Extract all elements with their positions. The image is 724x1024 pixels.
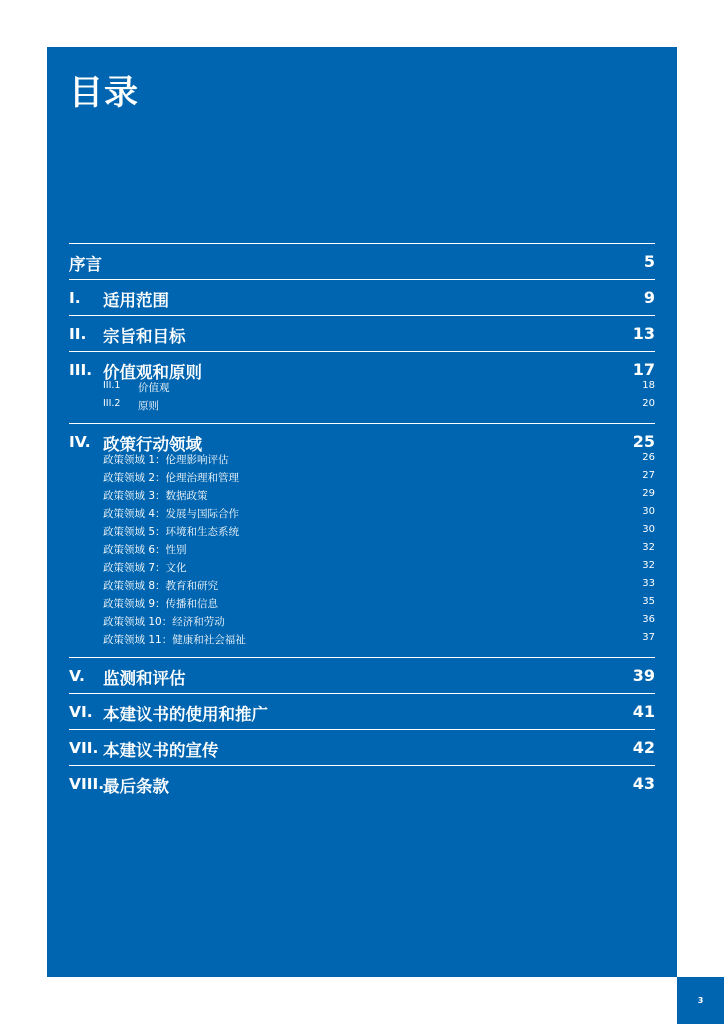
page-number: 3 [677, 977, 724, 1024]
toc-entry[interactable] [69, 729, 655, 765]
toc-subentry-label: 政策领域 11：健康和社会福祉 [103, 634, 246, 646]
toc-subentry[interactable] [69, 631, 655, 649]
toc-entry[interactable] [69, 693, 655, 729]
toc-subentry-page: 20 [642, 398, 655, 409]
toc-entry-label: 适用范围 [103, 291, 169, 310]
toc-subentry-label: 政策领域 8：教育和研究 [103, 580, 219, 592]
toc-entry[interactable] [69, 765, 655, 801]
toc-entry-number: VIII. [69, 775, 105, 793]
toc-subentry-label: 政策领域 10：经济和劳动 [103, 616, 225, 628]
toc-subentry-page: 18 [642, 380, 655, 391]
toc-subentry-page: 29 [642, 488, 655, 499]
toc-subentry[interactable] [69, 397, 655, 415]
toc-entry-page: 43 [632, 774, 655, 793]
toc-subentry[interactable] [69, 541, 655, 559]
table-of-contents [69, 243, 655, 801]
toc-subentry[interactable] [69, 487, 655, 505]
toc-entry[interactable] [69, 657, 655, 693]
toc-entry-label: 政策行动领域 [103, 435, 202, 454]
toc-panel [47, 47, 677, 977]
toc-subentry-page: 35 [642, 596, 655, 607]
toc-entry-page: 17 [632, 360, 655, 379]
toc-subentry-label: 原则 [138, 400, 159, 412]
toc-entry-label: 价值观和原则 [103, 363, 202, 382]
toc-entry-number: VI. [69, 703, 93, 721]
toc-subentry-page: 30 [642, 524, 655, 535]
toc-entry-label: 最后条款 [103, 777, 169, 796]
toc-subentry-label: 价值观 [138, 382, 170, 394]
toc-entry-page: 13 [632, 324, 655, 343]
toc-entry-number: I. [69, 289, 81, 307]
toc-entry-page: 5 [643, 252, 655, 271]
toc-subentry-page: 32 [642, 560, 655, 571]
toc-subentry-page: 32 [642, 542, 655, 553]
toc-entry-page: 9 [643, 288, 655, 307]
toc-subentry[interactable] [69, 451, 655, 469]
toc-subentry[interactable] [69, 379, 655, 397]
toc-subentry-label: 政策领域 5：环境和生态系统 [103, 526, 240, 538]
toc-entry-number: VII. [69, 739, 99, 757]
toc-subentry-page: 36 [642, 614, 655, 625]
toc-entry-number: II. [69, 325, 87, 343]
toc-entry-label: 宗旨和目标 [103, 327, 186, 346]
toc-subentry-label: 政策领域 4：发展与国际合作 [103, 508, 240, 520]
toc-subentry-label: 政策领域 9：传播和信息 [103, 598, 219, 610]
toc-entry-label: 本建议书的使用和推广 [103, 705, 268, 724]
toc-subentry-number: III.1 [103, 380, 121, 391]
toc-subentry-page: 33 [642, 578, 655, 589]
toc-subentry[interactable] [69, 559, 655, 577]
toc-subentry-label: 政策领域 6：性别 [103, 544, 187, 556]
toc-subentry-label: 政策领域 3：数据政策 [103, 490, 208, 502]
toc-entry-page: 39 [632, 666, 655, 685]
toc-entry[interactable] [69, 315, 655, 351]
toc-subentry[interactable] [69, 523, 655, 541]
toc-subentry-page: 30 [642, 506, 655, 517]
toc-entry-number: III. [69, 361, 93, 379]
toc-entry-page: 25 [632, 432, 655, 451]
toc-entry-page: 42 [632, 738, 655, 757]
toc-subentry-label: 政策领域 7：文化 [103, 562, 187, 574]
toc-subentry[interactable] [69, 613, 655, 631]
toc-subentry[interactable] [69, 469, 655, 487]
toc-entry[interactable] [69, 243, 655, 279]
toc-entry-page: 41 [632, 702, 655, 721]
toc-entry-label: 本建议书的宣传 [103, 741, 219, 760]
toc-entry-label: 序言 [69, 255, 102, 274]
page-title: 目录 [69, 73, 139, 113]
toc-subentry-page: 27 [642, 470, 655, 481]
toc-entry-label: 监测和评估 [103, 669, 186, 688]
toc-subentry-number: III.2 [103, 398, 121, 409]
toc-subentry[interactable] [69, 595, 655, 613]
toc-entry-number: IV. [69, 433, 91, 451]
toc-subentries [69, 379, 655, 423]
toc-subentry[interactable] [69, 577, 655, 595]
toc-entry-number: V. [69, 667, 85, 685]
toc-subentry-label: 政策领域 2：伦理治理和管理 [103, 472, 240, 484]
toc-subentry-page: 37 [642, 632, 655, 643]
toc-subentry-label: 政策领域 1：伦理影响评估 [103, 454, 229, 466]
toc-subentries [69, 451, 655, 657]
toc-entry[interactable] [69, 279, 655, 315]
toc-subentry-page: 26 [642, 452, 655, 463]
toc-subentry[interactable] [69, 505, 655, 523]
